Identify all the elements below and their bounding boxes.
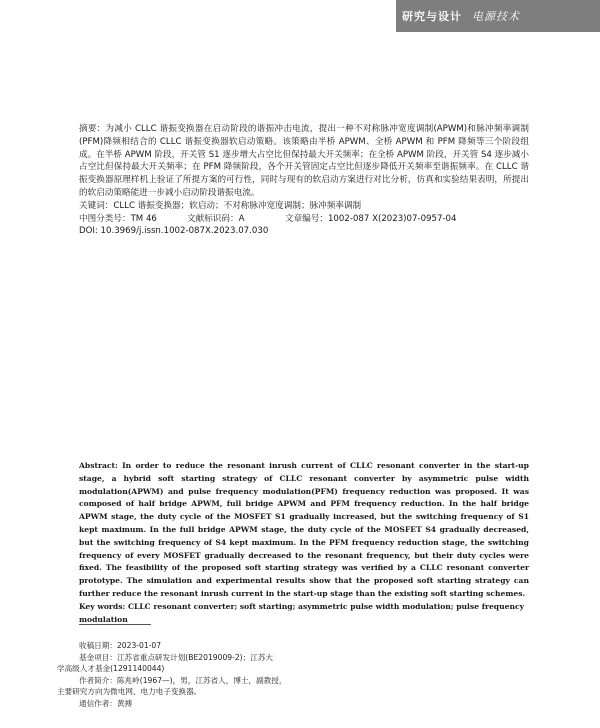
chinese-keywords: 关键词：CLLC 谐振变换器；软启动；不对称脉冲宽度调制；脉冲频率调制 bbox=[79, 200, 362, 211]
article-number: 文章编号：1002-087 X(2023)07-0957-04 bbox=[285, 213, 457, 224]
classification-line bbox=[79, 213, 529, 226]
doi: DOI: 10.3969/j.issn.1002-087X.2023.07.030 bbox=[79, 226, 269, 237]
chinese-abstract-block bbox=[79, 123, 529, 238]
header-section-label: 研究与设计 bbox=[402, 10, 462, 23]
header-journal-name: 电源技术 bbox=[472, 10, 520, 23]
english-abstract: Abstract: In order to reduce the resonant inrush current of CLLC resonant converter in the start-up stage, a hybrid soft starting strategy of CLLC resonant converter by asymmetric pulse width modulation(APWM) and pulse frequency modulation(PFM) frequency reduction was proposed. It was composed of half bridge APWM, full bridge APWM and PFM frequency reduction. In the half bridge APWM stage, the duty cycle of the MOSFET S1 gradually increased, but the switching frequency of S1 kept maximum. In the full bridge APWM stage, the duty cycle of the MOSFET S4 gradually decreased, but the switching frequency of S4 kept maximum. In the PFM frequency reduction stage, the switching frequency of every MOSFET gradually decreased to the resonant frequency, but their duty cycles were fixed. The feasibility of the proposed soft starting strategy was verified by a CLLC resonant converter prototype. The simulation and experimental results show that the proposed soft starting strategy can further reduce the resonant inrush current in the start-up stage than the existing soft starting schemes. bbox=[79, 461, 529, 598]
journal-header-band bbox=[396, 0, 600, 32]
author-bio: 作者简介：陈兆岭(1967—)，男，江苏省人，博士，副教授， bbox=[79, 675, 287, 685]
footnotes bbox=[57, 640, 317, 710]
author-bio-continued: 主要研究方向为微电网、电力电子变换器。 bbox=[57, 687, 202, 697]
received-date: 收稿日期：2023-01-07 bbox=[79, 641, 162, 650]
clc-number: 中图分类号：TM 46 bbox=[79, 213, 157, 224]
corresponding-author: 通信作者：黄搏 bbox=[79, 698, 133, 708]
document-code: 文献标识码：A bbox=[187, 213, 245, 224]
chinese-abstract: 摘要：为减小 CLLC 谐振变换器在启动阶段的谐振冲击电流，提出一种不对称脉冲宽度调制(APWM)和脉冲频率调制(PFM)降频相结合的 CLLC 谐振变换器软启动策略。该策略由半桥 APWM、全桥 APWM 和 PFM 降频等三个阶段组成。在半桥 APWM 阶段，开关管 S1 逐步增大占空比但保持最大开关频率；在全桥 APWM 阶段，开关管 S4 逐步减小占空比但保持最大开关频率；在 PFM 降频阶段，各个开关管固定占空比但逐步降低开关频率至谐振频率。在 CLLC 谐振变换器原理样机上验证了所提方案的可行性，同时与现有的软启动方案进行对比分析，仿真和实验结果表明，所提出的软启动策略能进一步减小启动阶段谐振电流。 bbox=[79, 124, 529, 198]
english-keywords: Key words: CLLC resonant converter; soft starting; asymmetric pulse width modulation; pulse frequency modulation bbox=[79, 601, 525, 624]
footnote-divider bbox=[79, 624, 151, 625]
fund-note: 基金项目：江苏省重点研发计划(BE2019009-2)；江苏大 bbox=[79, 652, 274, 662]
english-abstract-block bbox=[79, 460, 529, 626]
fund-note-continued: 学高级人才基金(1291140044) bbox=[57, 664, 165, 674]
